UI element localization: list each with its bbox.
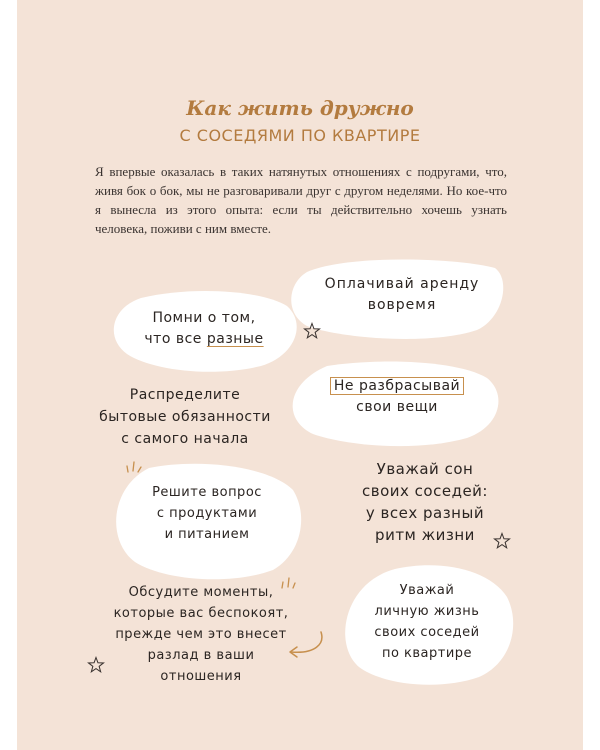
tip-discuss: Обсудите моменты, которые вас беспокоят, прежде чем это внесет разлад в ваши отношения	[113, 585, 289, 684]
star-icon	[87, 656, 105, 674]
sparkle-icon	[279, 574, 297, 590]
tip-privacy: Уважай личную жизнь своих соседей по квартире	[374, 583, 480, 661]
curved-arrow-icon	[285, 630, 327, 660]
intro-paragraph: Я впервые оказалась в таких натянутых отношениях с подругами, что, живя бок о бок, мы не разговаривали друг с другом неделями. Но кое-что я вынесла из этого опыта: если ты действительно хочешь узнать человека, поживи с ним вместе.	[95, 164, 507, 236]
star-icon	[493, 532, 511, 550]
star-icon	[303, 322, 321, 340]
page-subtitle: С СОСЕДЯМИ ПО КВАРТИРЕ	[179, 126, 421, 145]
page-title: Как жить дружно	[186, 96, 414, 120]
tip-different: Помни о том, что все разные	[144, 310, 264, 347]
tip-food: Решите вопрос с продуктами и питанием	[152, 485, 262, 542]
sparkle-icon	[125, 458, 143, 474]
tip-sleep: Уважай сон своих соседей: у всех разный ритм жизни	[362, 460, 488, 544]
tip-mess: Не разбрасывай свои вещи	[297, 376, 497, 418]
page	[17, 0, 583, 750]
tip-chores: Распределите бытовые обязанности с самого начала	[99, 387, 271, 447]
tip-rent: Оплачивай аренду вовремя	[324, 276, 480, 313]
